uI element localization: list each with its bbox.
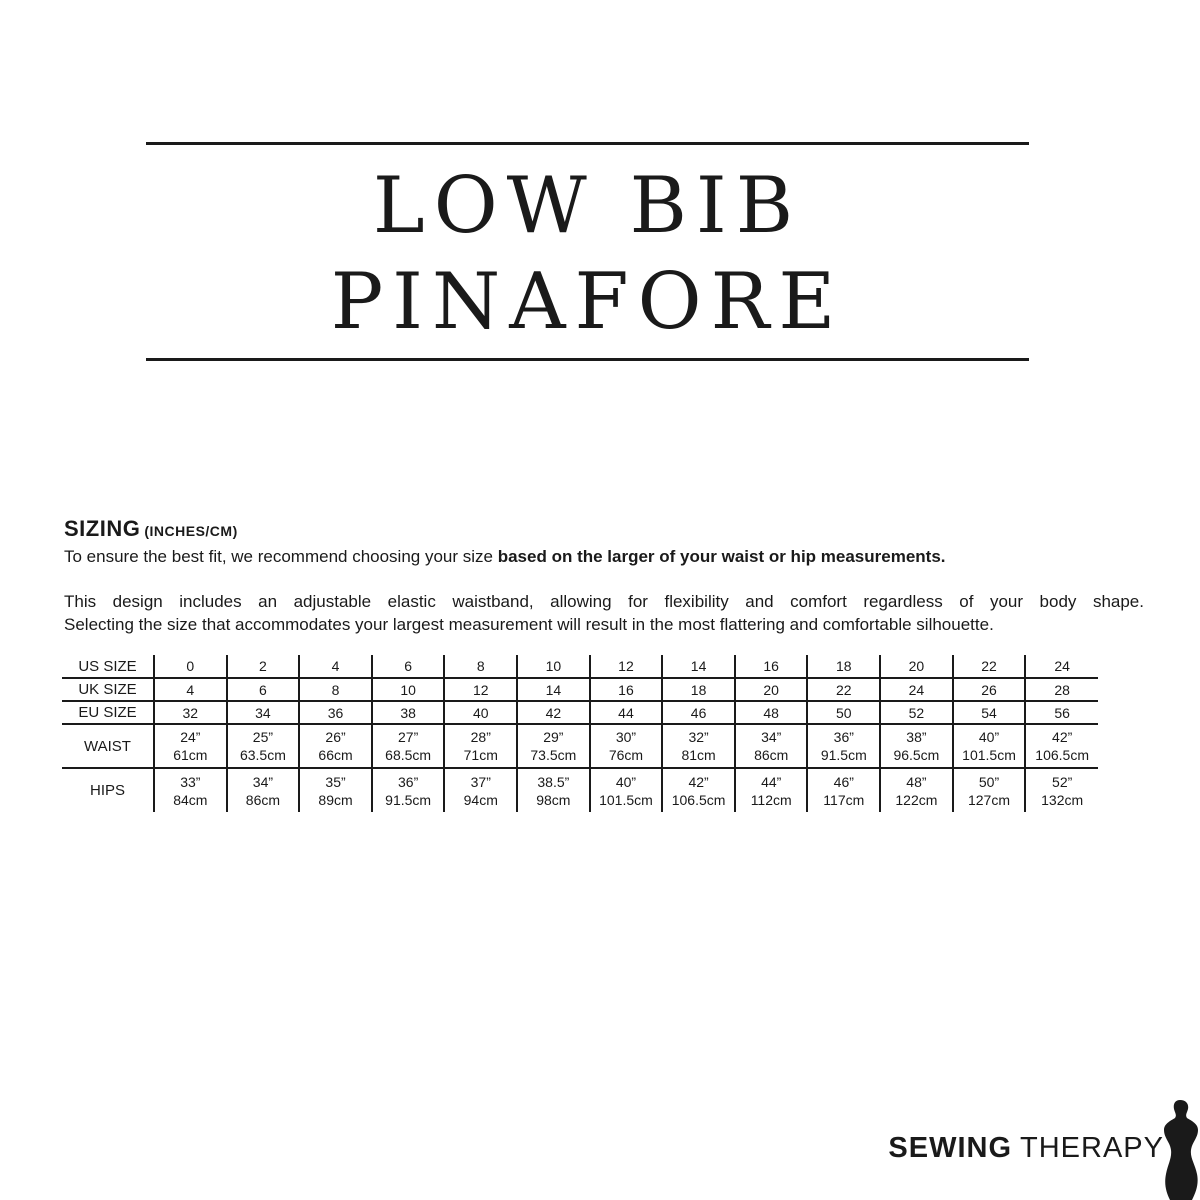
hips-centimeters: 106.5cm: [671, 791, 726, 808]
cell-us-size: 6: [372, 655, 445, 678]
cell-waist: [517, 724, 590, 768]
page-title: [146, 158, 1029, 350]
hips-centimeters: 84cm: [173, 791, 208, 808]
sizing-intro-bold: based on the larger of your waist or hip measurements.: [497, 547, 946, 566]
cell-uk-size: 22: [807, 678, 880, 701]
sizing-intro: [64, 546, 1144, 568]
waist-centimeters: 76cm: [608, 747, 644, 763]
waist-inches: 42”: [1052, 729, 1073, 745]
waist-centimeters: 101.5cm: [962, 747, 1016, 763]
cell-eu-size: 42: [517, 701, 590, 724]
cell-us-size: 24: [1025, 655, 1098, 678]
cell-hips: [299, 768, 372, 812]
waist-centimeters: 61cm: [173, 747, 208, 763]
cell-waist: [227, 724, 300, 768]
title-rule-bottom: [146, 358, 1029, 361]
waist-inches: 36”: [833, 729, 854, 745]
cell-eu-size: 54: [953, 701, 1026, 724]
waist-inches: 27”: [398, 729, 419, 745]
row-eu-size: [62, 701, 1098, 724]
sizing-description: [64, 590, 1144, 636]
waist-inches: 25”: [252, 729, 274, 745]
waist-centimeters: 96.5cm: [893, 747, 940, 763]
sizing-units: (INCHES/CM): [144, 523, 238, 539]
cell-waist: [299, 724, 372, 768]
cell-us-size: 18: [807, 655, 880, 678]
cell-uk-size: 8: [299, 678, 372, 701]
waist-inches: 34”: [761, 729, 782, 745]
cell-eu-size: 50: [807, 701, 880, 724]
row-label-waist: WAIST: [62, 724, 154, 768]
hips-inches: 33”: [180, 773, 201, 790]
hips-inches: 40”: [615, 773, 637, 790]
sizing-description-line-1: This design includes an adjustable elastic waistband, allowing for flexibility and comfort regardless of your body shape.: [64, 592, 1144, 611]
title-rule-top: [146, 142, 1029, 145]
cell-eu-size: 40: [444, 701, 517, 724]
cell-waist: [880, 724, 953, 768]
hips-centimeters: 98cm: [536, 791, 571, 808]
cell-eu-size: 56: [1025, 701, 1098, 724]
hips-centimeters: 91.5cm: [385, 791, 432, 808]
hips-centimeters: 117cm: [823, 791, 865, 808]
cell-hips: [227, 768, 300, 812]
hips-centimeters: 94cm: [463, 791, 498, 808]
hips-inches: 36”: [398, 773, 419, 790]
hips-inches: 42”: [688, 773, 709, 790]
waist-inches: 32”: [688, 729, 709, 745]
row-label-us-size: US SIZE: [62, 655, 154, 678]
cell-hips: [517, 768, 590, 812]
row-label-hips: HIPS: [89, 782, 125, 799]
cell-hips: [807, 768, 880, 812]
cell-hips: [444, 768, 517, 812]
waist-inches: 29”: [543, 729, 564, 745]
cell-us-size: 16: [735, 655, 808, 678]
hips-inches: 44”: [761, 773, 782, 790]
waist-centimeters: 86cm: [754, 747, 789, 763]
cell-eu-size: 44: [590, 701, 663, 724]
cell-us-size: 12: [590, 655, 663, 678]
cell-eu-size: 52: [880, 701, 953, 724]
row-label-eu-size: EU SIZE: [62, 701, 154, 724]
hips-inches: 52”: [1052, 773, 1073, 790]
cell-us-size: 8: [444, 655, 517, 678]
cell-eu-size: 46: [662, 701, 735, 724]
cell-us-size: 20: [880, 655, 953, 678]
waist-inches: 38”: [906, 729, 927, 745]
sizing-heading: [64, 516, 238, 542]
sizing-intro-plain: To ensure the best fit, we recommend choosing your size: [64, 547, 498, 566]
cell-hips: [372, 768, 445, 812]
row-waist: [62, 724, 1098, 768]
waist-inches: 26”: [325, 729, 346, 745]
waist-inches: 40”: [978, 729, 1000, 745]
hips-centimeters: 112cm: [750, 791, 792, 808]
cell-waist: [1025, 724, 1098, 768]
title-line-1: LOW BIB: [372, 161, 803, 251]
cell-hips: [590, 768, 663, 812]
waist-inches: 24”: [180, 729, 201, 745]
waist-centimeters: 91.5cm: [820, 747, 867, 763]
brand-name-light: THERAPY: [1020, 1132, 1164, 1164]
cell-waist: [444, 724, 517, 768]
cell-uk-size: 16: [590, 678, 663, 701]
cell-eu-size: 38: [372, 701, 445, 724]
cell-waist: [807, 724, 880, 768]
row-us-size: [62, 655, 1098, 678]
waist-centimeters: 81cm: [681, 747, 716, 763]
hips-centimeters: 89cm: [318, 791, 353, 808]
cell-uk-size: 24: [880, 678, 953, 701]
sizing-description-line-2: Selecting the size that accommodates your largest measurement will result in the most flattering and comfortable silhouette.: [64, 615, 994, 634]
waist-centimeters: 63.5cm: [239, 747, 286, 763]
cell-eu-size: 32: [154, 701, 227, 724]
cell-hips: [154, 768, 227, 812]
hips-inches: 35”: [325, 773, 346, 790]
cell-waist: [154, 724, 227, 768]
title-line-2: PINAFORE: [330, 257, 845, 347]
cell-uk-size: 26: [953, 678, 1026, 701]
hips-inches: 37”: [470, 773, 491, 790]
brand-name-bold: SEWING: [888, 1132, 1013, 1164]
cell-eu-size: 48: [735, 701, 808, 724]
cell-eu-size: 34: [227, 701, 300, 724]
cell-hips: [1025, 768, 1098, 812]
cell-uk-size: 28: [1025, 678, 1098, 701]
waist-centimeters: 106.5cm: [1035, 747, 1089, 763]
cell-hips: [880, 768, 953, 812]
cell-uk-size: 6: [227, 678, 300, 701]
hips-inches: 34”: [252, 773, 274, 790]
cell-us-size: 22: [953, 655, 1026, 678]
cell-uk-size: 4: [154, 678, 227, 701]
cell-waist: [590, 724, 663, 768]
cell-waist: [662, 724, 735, 768]
cell-us-size: 10: [517, 655, 590, 678]
cell-us-size: 0: [154, 655, 227, 678]
hips-centimeters: 86cm: [245, 791, 281, 808]
cell-waist: [372, 724, 445, 768]
cell-hips: [953, 768, 1026, 812]
row-uk-size: [62, 678, 1098, 701]
cell-uk-size: 12: [444, 678, 517, 701]
cell-waist: [953, 724, 1026, 768]
sizing-heading-text: SIZING: [64, 516, 141, 541]
waist-centimeters: 71cm: [463, 747, 498, 763]
hips-inches: 46”: [833, 773, 854, 790]
cell-hips: [735, 768, 808, 812]
waist-centimeters: 73.5cm: [530, 747, 577, 763]
waist-inches: 28”: [470, 729, 491, 745]
cell-us-size: 2: [227, 655, 300, 678]
waist-centimeters: 66cm: [318, 747, 353, 763]
cell-hips: [662, 768, 735, 812]
hips-centimeters: 122cm: [895, 791, 938, 808]
waist-centimeters: 68.5cm: [385, 747, 432, 763]
brand-logo: [888, 1130, 1164, 1166]
hips-inches: 48”: [906, 773, 927, 790]
hips-centimeters: 132cm: [1041, 791, 1084, 808]
cell-waist: [735, 724, 808, 768]
hips-inches: 50”: [978, 773, 1000, 790]
mannequin-icon: [1162, 1098, 1200, 1200]
hips-centimeters: 101.5cm: [599, 791, 653, 808]
cell-eu-size: 36: [299, 701, 372, 724]
hips-inches: 38.5”: [537, 773, 570, 790]
row-hips: [62, 768, 1098, 812]
cell-uk-size: 10: [372, 678, 445, 701]
size-chart-table: [62, 655, 1098, 812]
cell-uk-size: 18: [662, 678, 735, 701]
waist-inches: 30”: [615, 729, 637, 745]
cell-uk-size: 14: [517, 678, 590, 701]
hips-centimeters: 127cm: [967, 791, 1011, 808]
cell-us-size: 14: [662, 655, 735, 678]
row-label-uk-size: UK SIZE: [62, 678, 154, 701]
cell-uk-size: 20: [735, 678, 808, 701]
cell-us-size: 4: [299, 655, 372, 678]
